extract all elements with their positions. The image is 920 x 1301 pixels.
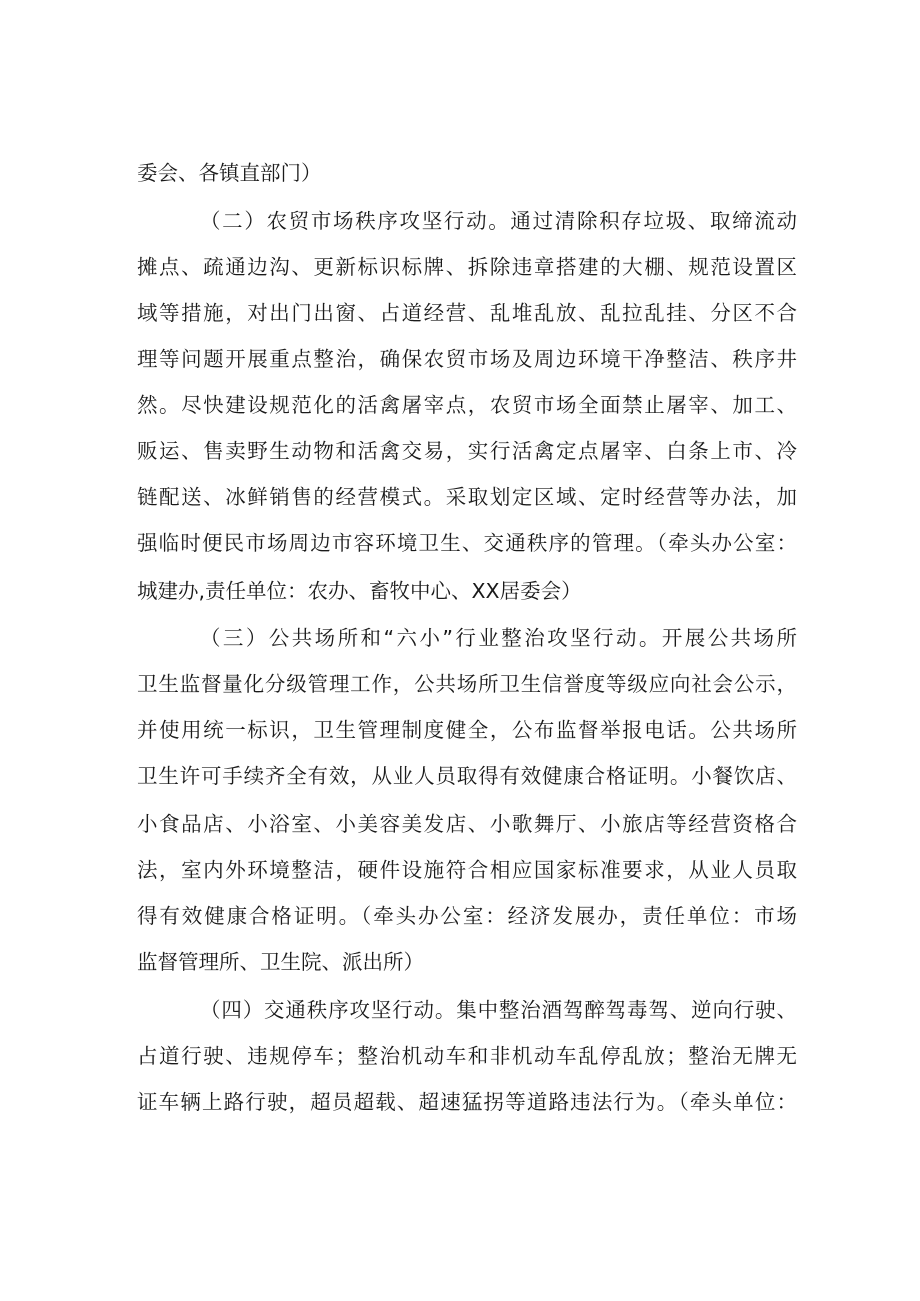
text-line: 贩运、售卖野生动物和活禽交易，实行活禽定点屠宰、白条上市、冷 (137, 439, 797, 463)
text-line: 得有效健康合格证明。（牵头办公室：经济发展办，责任单位：市场 (137, 904, 797, 928)
text-line: 域等措施，对出门出窗、占道经营、乱堆乱放、乱拉乱挂、分区不合 (137, 301, 797, 325)
text-line: 链配送、冰鲜销售的经营模式。采取划定区域、定时经营等办法，加 (137, 485, 797, 509)
section-heading-line: （四）交通秩序攻坚行动。集中整治酒驾醉驾毒驾、逆向行驶、 (200, 998, 797, 1022)
text-line: 然。尽快建设规范化的活禽屠宰点，农贸市场全面禁止屠宰、加工、 (137, 393, 797, 417)
section-heading-line: （二）农贸市场秩序攻坚行动。通过清除积存垃圾、取缔流动 (200, 209, 797, 233)
text-line: 摊点、疏通边沟、更新标识标牌、拆除违章搭建的大棚、规范设置区 (137, 255, 797, 279)
section-heading-line: （三）公共场所和“六小”行业整治攻坚行动。开展公共场所 (200, 626, 797, 650)
text-line: 并使用统一标识，卫生管理制度健全，公布监督举报电话。公共场所 (137, 718, 797, 742)
text-line: 强临时便民市场周边市容环境卫生、交通秩序的管理。（牵头办公室： (137, 531, 797, 555)
text-line: 理等问题开展重点整治，确保农贸市场及周边环境干净整洁、秩序井 (137, 347, 797, 371)
text-line: 证车辆上路行驶，超员超载、超速猛拐等道路违法行为。（牵头单位： (137, 1090, 797, 1114)
text-line: 城建办,责任单位：农办、畜牧中心、XX居委会） (137, 579, 582, 603)
text-line: 卫生监督量化分级管理工作，公共场所卫生信誉度等级应向社会公示， (137, 672, 797, 696)
text-line: 占道行驶、违规停车；整治机动车和非机动车乱停乱放；整治无牌无 (137, 1044, 797, 1068)
text-line: 法，室内外环境整洁，硬件设施符合相应国家标准要求，从业人员取 (137, 858, 797, 882)
text-line: 委会、各镇直部门） (137, 161, 322, 185)
text-line: 卫生许可手续齐全有效，从业人员取得有效健康合格证明。小餐饮店、 (137, 764, 797, 788)
text-line: 小食品店、小浴室、小美容美发店、小歌舞厅、小旅店等经营资格合 (137, 812, 797, 836)
text-line: 监督管理所、卫生院、派出所） (137, 950, 424, 974)
